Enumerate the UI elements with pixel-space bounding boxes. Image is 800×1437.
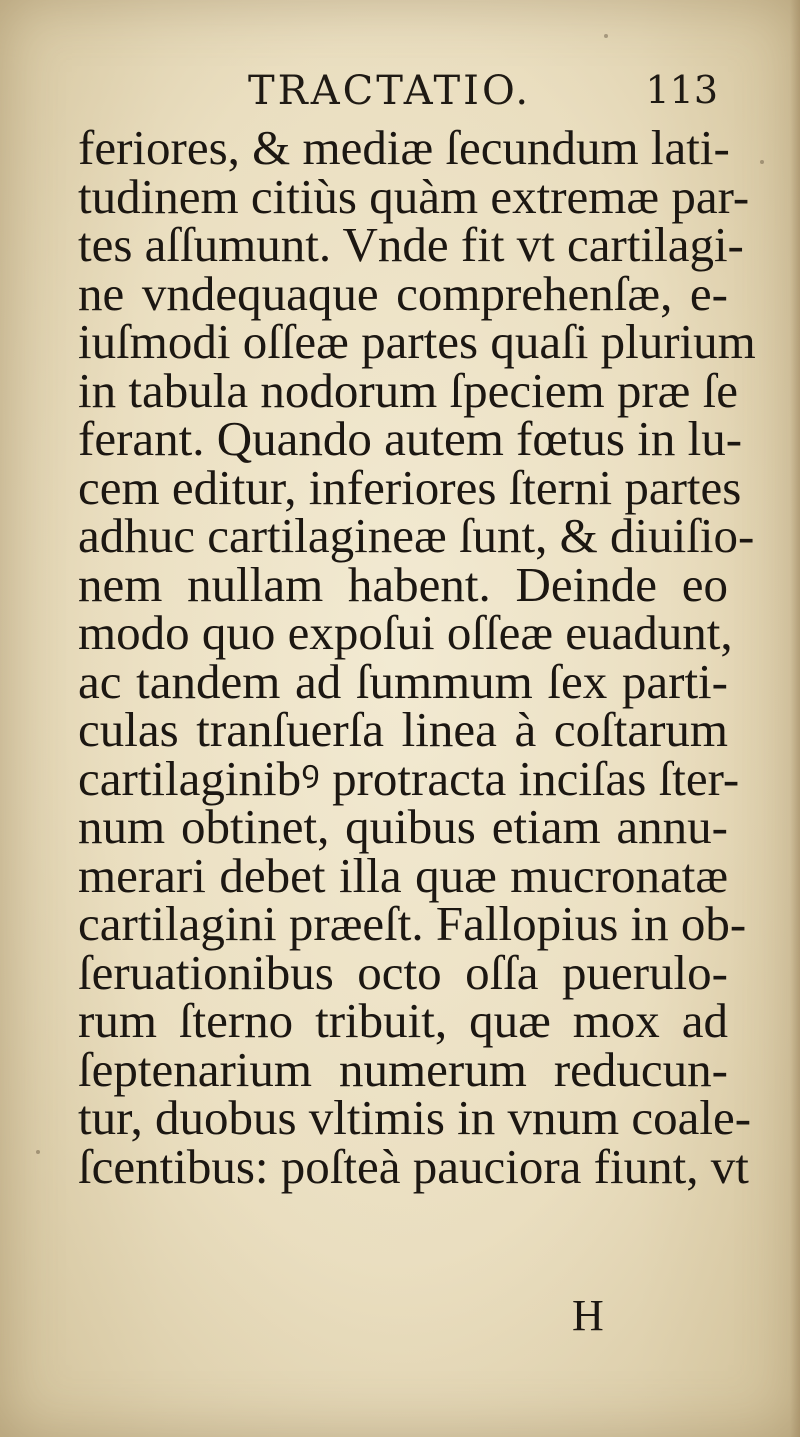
text-line: in tabula nodorum ſpeciem præ ſe: [78, 362, 738, 418]
text-line: ſeptenarium numerum reducun-: [78, 1041, 728, 1097]
text-line: cartilagini præeſt. Fallopius in ob-: [78, 896, 747, 951]
paper-speck: [604, 34, 608, 38]
paper-speck: [760, 160, 764, 164]
text-line: ne vndequaque comprehenſæ, e-: [78, 265, 728, 321]
text-line: ac tandem ad ſummum ſex parti-: [78, 653, 728, 709]
text-line: ferant. Quando autem fœtus in lu-: [78, 411, 743, 466]
body-text: [78, 120, 756, 1194]
running-head-title: TRACTATIO.: [248, 68, 532, 114]
text-line: ſcentibus: poſteà pauciora fiunt, vt: [78, 1138, 749, 1194]
text-line: tudinem citiùs quàm extremæ par-: [78, 168, 750, 224]
text-line: merari debet illa quæ mucronatæ: [78, 847, 728, 903]
text-line: cem editur, inferiores ſterni partes: [78, 459, 742, 515]
text-line: cartilaginibꝰ protracta inciſas ſter-: [78, 750, 740, 806]
text-line: num obtinet, quibus etiam annu-: [78, 799, 728, 854]
page-edge-shadow: [790, 0, 800, 1437]
text-line: adhuc cartilagineæ ſunt, & diuiſio-: [78, 508, 755, 563]
text-line: ſeruationibus octo oſſa puerulo-: [78, 944, 728, 1000]
page-number: 113: [645, 68, 718, 112]
text-line: rum ſterno tribuit, quæ mox ad: [78, 993, 728, 1048]
text-line: iuſmodi oſſeæ partes quaſi plurium: [78, 314, 756, 369]
text-line: tur, duobus vltimis in vnum coale-: [78, 1090, 752, 1145]
text-line: nem nullam habent. Deinde eo: [78, 556, 728, 612]
text-line: tes aſſumunt. Vnde fit vt cartilagi-: [78, 217, 744, 272]
text-line: modo quo expoſui oſſeæ euadunt,: [78, 605, 733, 660]
text-line: feriores, & mediæ ſecundum lati-: [78, 120, 730, 175]
running-head: [78, 68, 718, 116]
paper-speck: [36, 1150, 40, 1154]
text-line: culas tranſuerſa linea à coſtarum: [78, 702, 728, 757]
catchword: H: [572, 1291, 604, 1340]
